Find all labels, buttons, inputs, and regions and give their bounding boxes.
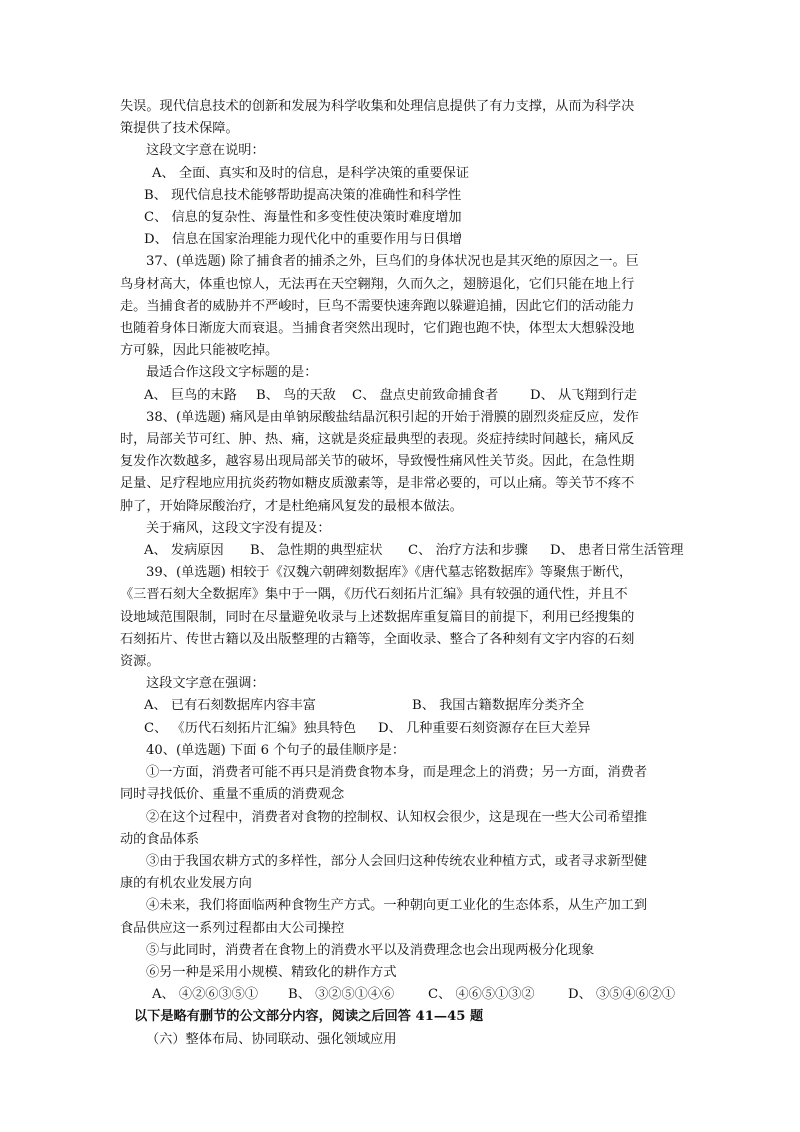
- option-c: C、 ④⑥⑤①③②: [428, 987, 535, 1003]
- options-row: [120, 385, 692, 407]
- question-39-line: 《三晋石刻大全数据库》集中于一隅，《历代石刻拓片汇编》具有较强的通代性，并且不: [120, 587, 628, 603]
- option-a: A、 发病原因: [144, 543, 224, 559]
- section-heading: （六）整体布局、协同联动、强化领域应用: [146, 1031, 397, 1047]
- options-row: [120, 540, 692, 562]
- option-d: D、 信息在国家治理能力现代化中的重要作用与日俱增: [144, 232, 463, 248]
- question-39-line: 设地域范围限制，同时在尽量避免收录与上述数据库重复篇目的前提下，利用已经搜集的: [120, 609, 635, 625]
- option-a: A、 巨鸟的末路: [144, 387, 237, 403]
- sentence-2-cont: 动的食品体系: [120, 831, 200, 847]
- option-d: D、 几种重要石刻资源存在巨大差异: [378, 720, 591, 736]
- question-38-line: 足量、足疗程地应用抗炎药物如糖皮质激素等，是非常必要的，可以止痛。等关节不疼不: [120, 476, 635, 492]
- option-b: B、 急性期的典型症状: [250, 543, 383, 559]
- question-37-line: 也随着身体日渐庞大而衰退。当捕食者突然出现时，它们跑也跑不快，体型太大想躲没地: [120, 321, 635, 337]
- sentence-4: ④未来，我们将面临两种食物生产方式。一种朝向更工业化的生态体系，从生产加工到: [146, 898, 648, 914]
- question-prompt: 这段文字意在说明：: [146, 143, 265, 159]
- options-row: [120, 718, 692, 740]
- option-b: B、 ③②⑤①④⑥: [288, 987, 395, 1003]
- question-prompt: 这段文字意在强调：: [146, 676, 265, 692]
- option-c: C、 《历代石刻拓片汇编》独具特色: [144, 720, 357, 736]
- question-39-line: 石刻拓片、传世古籍以及出版整理的古籍等，全面收录、整合了各种刻有文字内容的石刻: [120, 631, 635, 647]
- options-row: [120, 695, 692, 717]
- option-c: C、 信息的复杂性、海量性和多变性使决策时难度增加: [144, 210, 462, 226]
- sentence-2: ②在这个过程中，消费者对食物的控制权、认知权会很少，这是现在一些大公司希望推: [146, 809, 648, 825]
- document-body: [120, 96, 692, 1051]
- paragraph-line: 失误。现代信息技术的创新和发展为科学收集和处理信息提供了有力支撑，从而为科学决: [120, 99, 635, 114]
- sentence-5: ⑤与此同时，消费者在食物上的消费水平以及消费理念也会出现两极分化现象: [146, 942, 595, 958]
- question-38-line: 肿了，开始降尿酸治疗，才是杜绝痛风复发的最根本做法。: [120, 498, 463, 514]
- question-38-line: 38、(单选题) 痛风是由单钠尿酸盐结晶沉积引起的开始于滑膜的剧烈炎症反应，发作: [146, 409, 639, 425]
- option-b: B、 我国古籍数据库分类齐全: [412, 698, 585, 714]
- option-b: B、 鸟的天敌: [256, 387, 336, 403]
- option-a: A、 全面、真实和及时的信息，是科学决策的重要保证: [152, 165, 470, 181]
- option-c: C、 治疗方法和步骤: [408, 543, 528, 559]
- option-a: A、 ④②⑥③⑤①: [152, 987, 259, 1003]
- question-38-line: 复发作次数越多，越容易出现局部关节的破坏，导致慢性痛风性关节炎。因此，在急性期: [120, 454, 635, 470]
- option-d: D、 从飞翔到行走: [530, 387, 638, 403]
- section-note: 以下是略有删节的公文部分内容，阅读之后回答 41—45 题: [134, 1009, 484, 1025]
- options-row: [120, 984, 692, 1006]
- question-prompt: 关于痛风，这段文字没有提及：: [146, 520, 331, 536]
- question-37-line: 鸟身材高大，体重也惊人，无法再在天空翱翔，久而久之，翅膀退化，它们只能在地上行: [120, 276, 635, 292]
- option-a: A、 已有石刻数据库内容丰富: [144, 698, 316, 714]
- sentence-1-cont: 同时寻找低价、重量不重质的消费观念: [120, 787, 345, 803]
- question-37-line: 37、(单选题) 除了捕食者的捕杀之外，巨鸟们的身体状况也是其灭绝的原因之一。巨: [146, 254, 639, 270]
- option-d: D、 ③⑤④⑥②①: [568, 987, 676, 1003]
- paragraph-line: 策提供了技术保障。: [120, 121, 239, 137]
- question-37-line: 方可躲，因此只能被吃掉。: [120, 343, 279, 359]
- question-37-line: 走。当捕食者的威胁并不严峻时，巨鸟不需要快速奔跑以躲避追捕，因此它们的活动能力: [120, 298, 635, 314]
- question-38-line: 时，局部关节可红、肿、热、痛，这就是炎症最典型的表现。炎症持续时间越长，痛风反: [120, 432, 635, 448]
- option-d: D、 患者日常生活管理: [550, 543, 684, 559]
- question-40-title: 40、(单选题) 下面 6 个句子的最佳顺序是：: [146, 742, 406, 758]
- sentence-3-cont: 康的有机农业发展方向: [120, 876, 252, 892]
- question-prompt: 最适合作这段文字标题的是：: [146, 365, 318, 381]
- sentence-1: ①一方面，消费者可能不再只是消费食物本身，而是理念上的消费；另一方面，消费者: [146, 765, 648, 781]
- sentence-6: ⑥另一种是采用小规模、精致化的耕作方式: [146, 964, 397, 980]
- question-39-line: 资源。: [120, 654, 160, 670]
- question-39-line: 39、(单选题) 相较于《汉魏六朝碑刻数据库》《唐代墓志铭数据库》等聚焦于断代，: [146, 565, 633, 581]
- option-b: B、 现代信息技术能够帮助提高决策的准确性和科学性: [144, 187, 462, 203]
- sentence-4-cont: 食品供应这一系列过程都由大公司操控: [120, 920, 345, 936]
- option-c: C、 盘点史前致命捕食者: [352, 387, 499, 403]
- sentence-3: ③由于我国农耕方式的多样性，部分人会回归这种传统农业种植方式，或者寻求新型健: [146, 853, 648, 869]
